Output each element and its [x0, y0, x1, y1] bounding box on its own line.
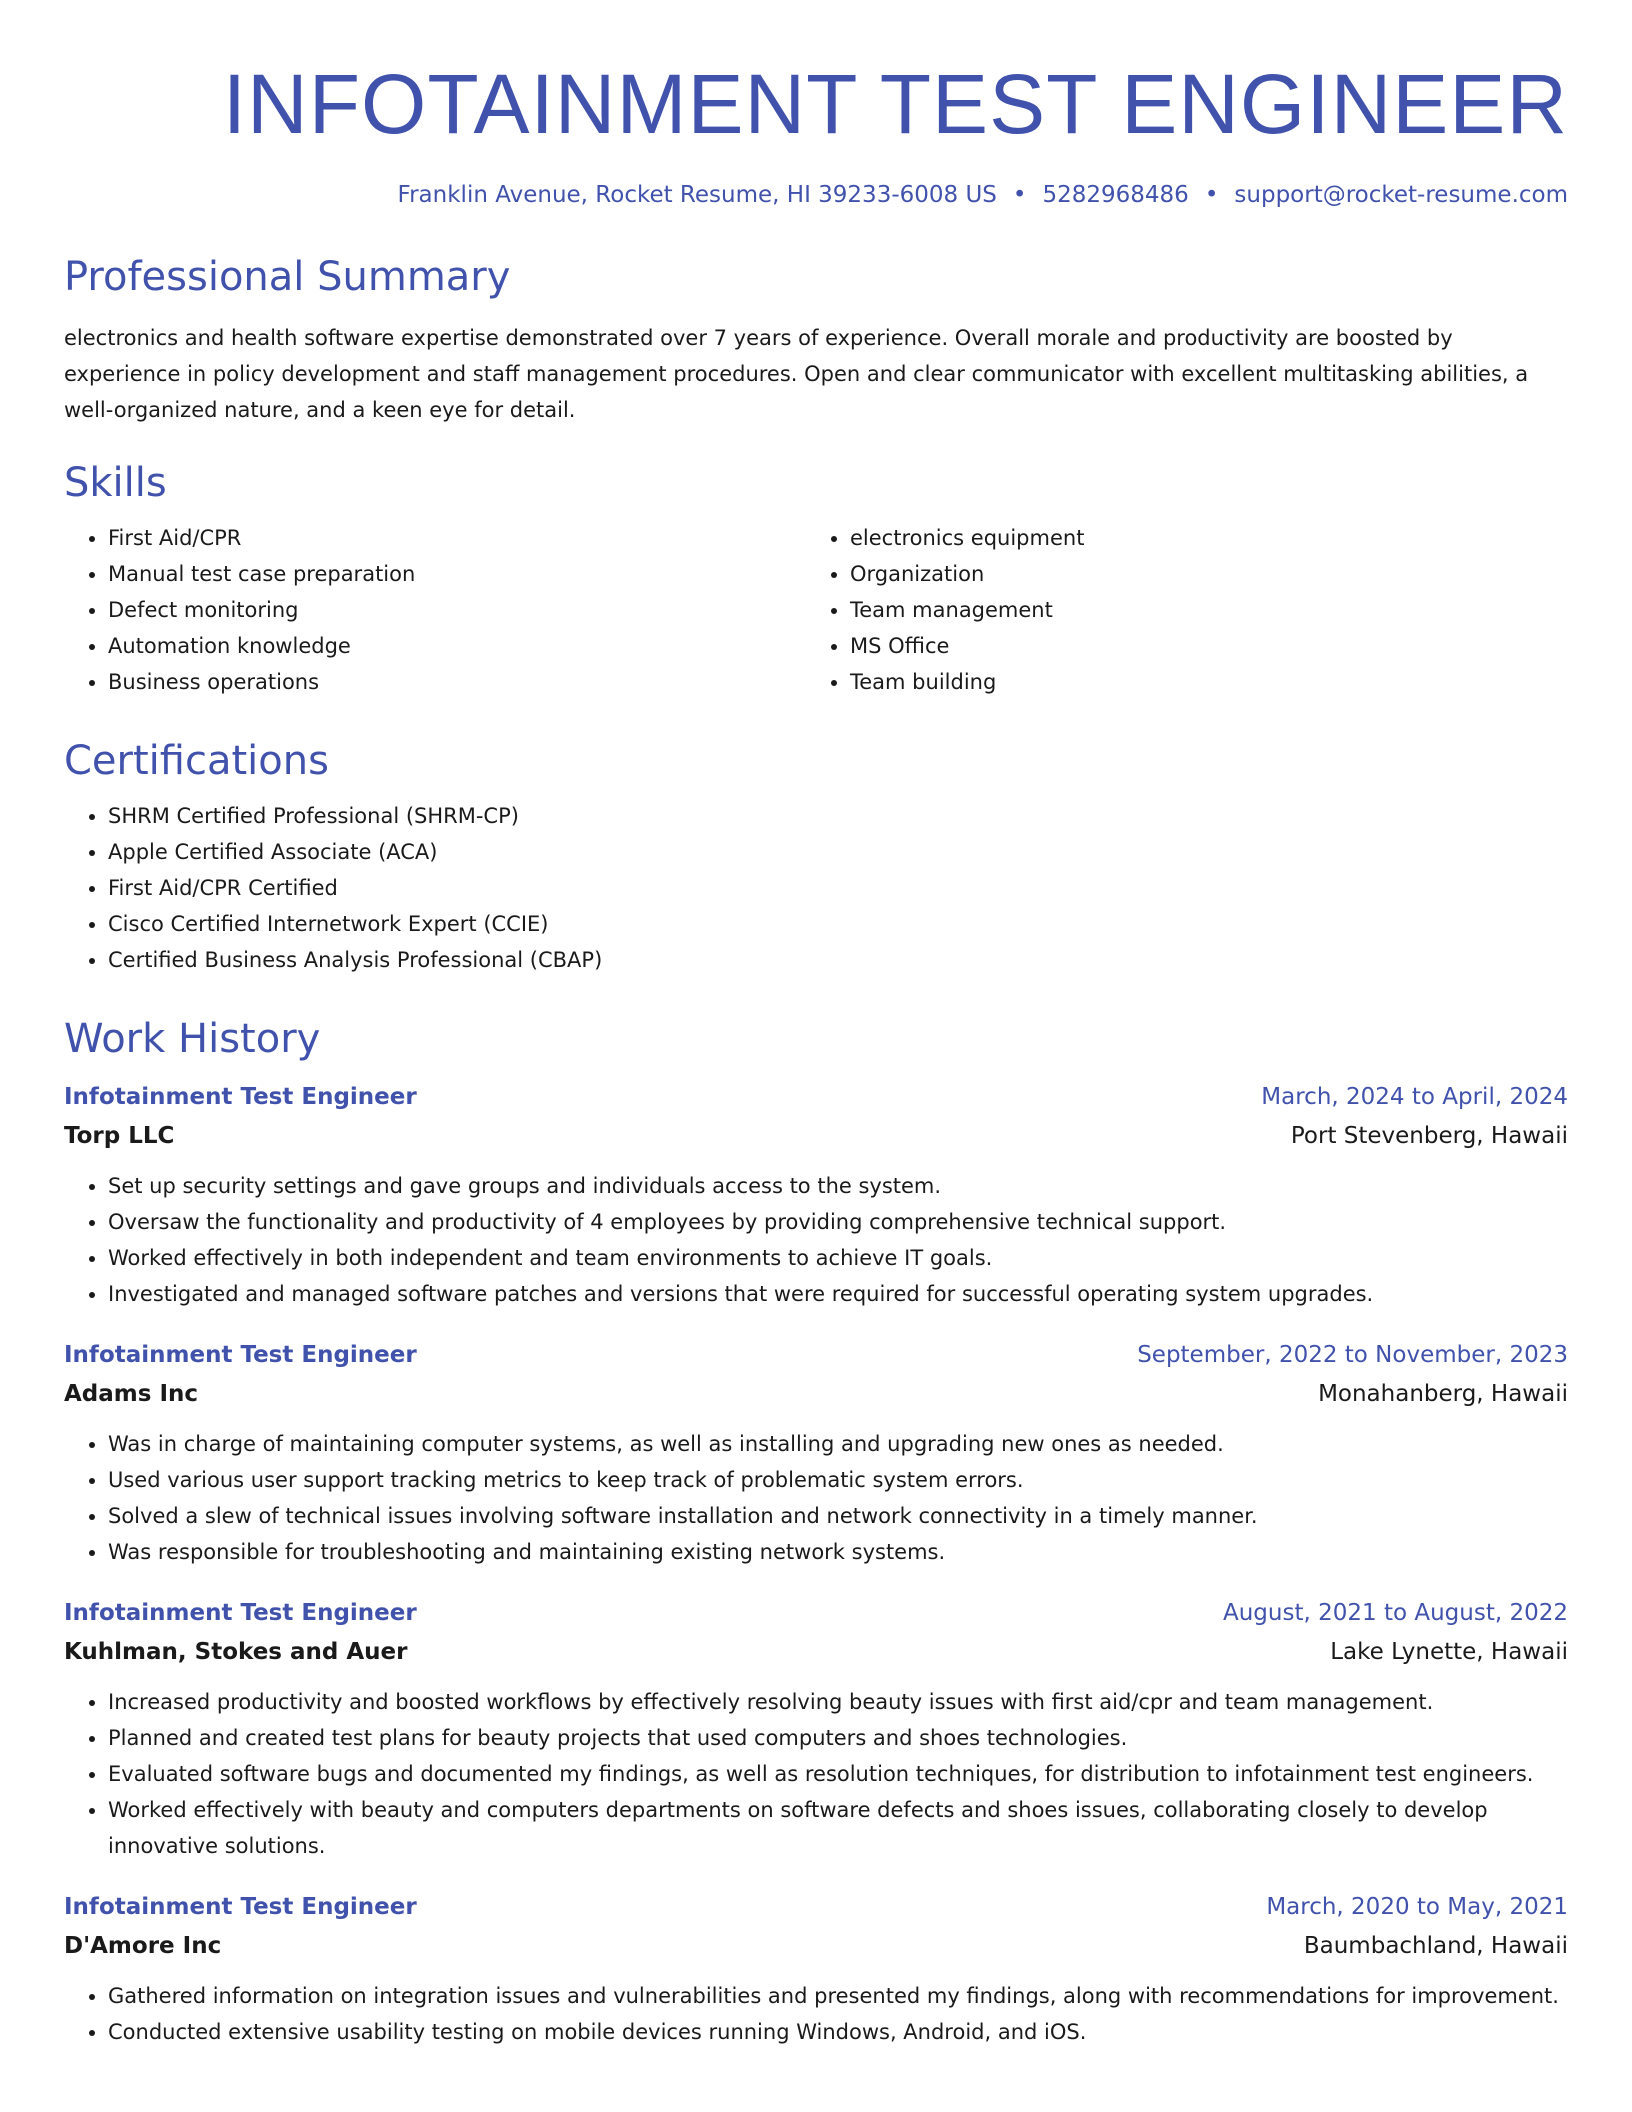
job-entry — [64, 1888, 1568, 2050]
job-bullet: • Oversaw the functionality and productivity of 4 employees by providing comprehensive technical support. — [108, 1204, 1568, 1240]
skill-item: • Automation knowledge — [108, 628, 806, 664]
skill-item: • Team management — [850, 592, 1548, 628]
skill-item: • Organization — [850, 556, 1548, 592]
job-company-row — [64, 1926, 1568, 1966]
work-history-heading: Work History — [64, 1016, 321, 1062]
job-entry — [64, 1594, 1568, 1864]
job-company-row — [64, 1116, 1568, 1156]
certifications-list — [64, 798, 1568, 978]
certifications-heading: Certifications — [64, 738, 329, 784]
job-bullet: • Set up security settings and gave groups and individuals access to the system. — [108, 1168, 1568, 1204]
job-title-row — [64, 1078, 1568, 1116]
job-bullet: • Investigated and managed software patches and versions that were required for successful operating system upgrades. — [108, 1276, 1568, 1312]
job-title: Infotainment Test Engineer — [64, 1084, 417, 1110]
job-bullets — [64, 1684, 1568, 1864]
job-title: Infotainment Test Engineer — [64, 1342, 417, 1368]
contact-phone: 5282968486 — [1042, 182, 1189, 208]
contact-email: support@rocket-resume.com — [1234, 182, 1568, 208]
job-bullet: • Conducted extensive usability testing on mobile devices running Windows, Android, and iOS. — [108, 2014, 1568, 2050]
skill-item: • First Aid/CPR — [108, 520, 806, 556]
job-bullet: • Gathered information on integration issues and vulnerabilities and presented my findings, along with recommendations for improvement. — [108, 1978, 1568, 2014]
certification-item: • SHRM Certified Professional (SHRM-CP) — [108, 798, 1568, 834]
resume-header — [64, 54, 1568, 210]
summary-heading: Professional Summary — [64, 254, 511, 300]
job-dates: August, 2021 to August, 2022 — [1223, 1600, 1568, 1626]
certification-item: • Apple Certified Associate (ACA) — [108, 834, 1568, 870]
job-location: Lake Lynette, Hawaii — [1330, 1639, 1568, 1665]
job-bullet: • Used various user support tracking metrics to keep track of problematic system errors. — [108, 1462, 1568, 1498]
job-company: D'Amore Inc — [64, 1933, 222, 1959]
skill-item: • MS Office — [850, 628, 1548, 664]
job-company: Torp LLC — [64, 1123, 175, 1149]
job-location: Monahanberg, Hawaii — [1318, 1381, 1568, 1407]
job-company: Adams Inc — [64, 1381, 199, 1407]
job-title-row — [64, 1888, 1568, 1926]
summary-text: electronics and health software expertise demonstrated over 7 years of experience. Overall morale and productivity are boosted by experience in policy development and staff management procedures. Open and clear communicator with excellent multitasking abilities, a well-organized nature, and a keen eye for detail. — [64, 326, 1529, 422]
contact-line — [64, 180, 1568, 210]
job-title-row — [64, 1336, 1568, 1374]
job-bullet: • Planned and created test plans for beauty projects that used computers and shoes technologies. — [108, 1720, 1568, 1756]
skills-list-left — [64, 520, 806, 700]
job-location: Port Stevenberg, Hawaii — [1290, 1123, 1568, 1149]
job-bullet: • Solved a slew of technical issues involving software installation and network connectivity in a timely manner. — [108, 1498, 1568, 1534]
job-bullet: • Was responsible for troubleshooting and maintaining existing network systems. — [108, 1534, 1568, 1570]
job-entry — [64, 1336, 1568, 1570]
resume-page — [64, 0, 1568, 2050]
certification-item: • Cisco Certified Internetwork Expert (CCIE) — [108, 906, 1568, 942]
job-bullets — [64, 1168, 1568, 1312]
resume-title: INFOTAINMENT TEST ENGINEER — [222, 57, 1568, 151]
job-title-row — [64, 1594, 1568, 1632]
job-bullet: • Worked effectively with beauty and computers departments on software defects and shoes issues, collaborating closely to develop innovative solutions. — [108, 1792, 1568, 1864]
skill-item: • Team building — [850, 664, 1548, 700]
skill-item: • electronics equipment — [850, 520, 1548, 556]
job-dates: September, 2022 to November, 2023 — [1137, 1342, 1568, 1368]
job-dates: March, 2020 to May, 2021 — [1266, 1894, 1568, 1920]
job-bullet: • Was in charge of maintaining computer systems, as well as installing and upgrading new ones as needed. — [108, 1426, 1568, 1462]
separator-dot: • — [1012, 182, 1027, 208]
skills-list-right — [806, 520, 1548, 700]
skill-item: • Manual test case preparation — [108, 556, 806, 592]
job-bullet: • Worked effectively in both independent and team environments to achieve IT goals. — [108, 1240, 1568, 1276]
job-title: Infotainment Test Engineer — [64, 1894, 417, 1920]
skill-item: • Business operations — [108, 664, 806, 700]
skill-item: • Defect monitoring — [108, 592, 806, 628]
job-bullets — [64, 1426, 1568, 1570]
job-dates: March, 2024 to April, 2024 — [1261, 1084, 1568, 1110]
job-company-row — [64, 1632, 1568, 1672]
certification-item: • Certified Business Analysis Professional (CBAP) — [108, 942, 1568, 978]
skills-grid — [64, 520, 1568, 700]
job-company-row — [64, 1374, 1568, 1414]
job-bullets — [64, 1978, 1568, 2050]
job-company: Kuhlman, Stokes and Auer — [64, 1639, 408, 1665]
contact-address: Franklin Avenue, Rocket Resume, HI 39233-6008 US — [397, 182, 997, 208]
job-location: Baumbachland, Hawaii — [1303, 1933, 1568, 1959]
job-bullet: • Increased productivity and boosted workflows by effectively resolving beauty issues with first aid/cpr and team management. — [108, 1684, 1568, 1720]
separator-dot: • — [1204, 182, 1219, 208]
job-entry — [64, 1078, 1568, 1312]
certification-item: • First Aid/CPR Certified — [108, 870, 1568, 906]
skills-heading: Skills — [64, 460, 167, 506]
job-title: Infotainment Test Engineer — [64, 1600, 417, 1626]
job-bullet: • Evaluated software bugs and documented my findings, as well as resolution techniques, for distribution to infotainment test engineers. — [108, 1756, 1568, 1792]
